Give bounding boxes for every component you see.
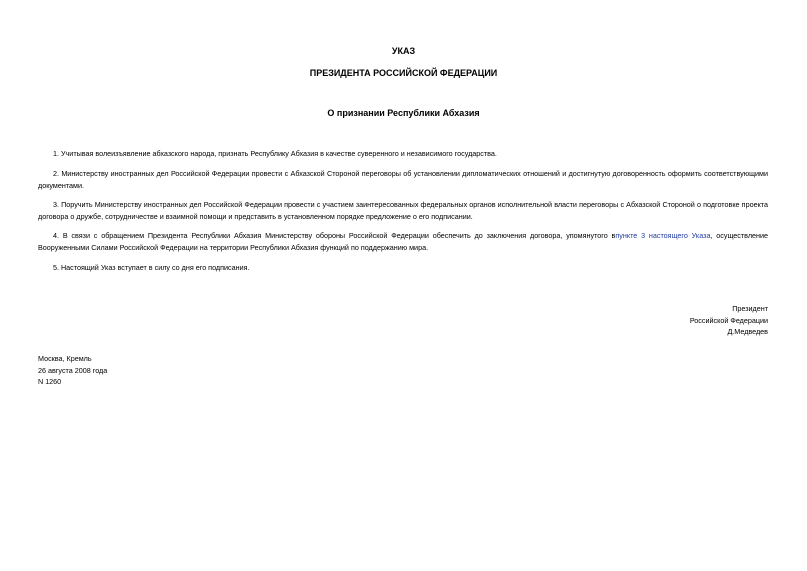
paragraph-2: 2. Министерству иностранных дел Российской Федерации провести с Абхазской Стороной переговоры об установлении дипломатических отношений и достигнутую договоренность оформить соответствующими документами.: [38, 169, 768, 190]
signature-block: [690, 303, 768, 338]
paragraph-3: 3. Поручить Министерству иностранных дел Российской Федерации провести с участием заинтересованных федеральных органов исполнительной власти переговоры с Абхазской Стороной о подготовке проекта договора о дружбе, сотрудничестве и взаимной помощи и представить в установленном порядке предложение о его подписании.: [38, 200, 768, 221]
paragraph-5: 5. Настоящий Указ вступает в силу со дня его подписания.: [53, 263, 250, 272]
place-location: Москва, Кремль: [38, 354, 92, 363]
paragraph-4: [38, 230, 768, 253]
paragraph-4-text-end: , осуществление Вооруженными Силами Российской Федерации на территории Республики Абхазия функций по поддержанию мира.: [38, 231, 768, 252]
paragraph-4-text-start: 4. В связи с обращением Президента Республики Абхазия Министерству обороны Российской Федерации обеспечить до заключения договора, упомянутого в: [53, 231, 616, 240]
paragraph-4-link[interactable]: пункте 3 настоящего Указа: [615, 231, 711, 240]
place-date-block: [38, 353, 107, 388]
paragraph-1: 1. Учитывая волеизъявление абхазского народа, признать Республику Абхазия в качестве суверенного и независимого государства.: [53, 149, 497, 158]
signature-title: Президент: [732, 304, 768, 313]
signature-name: Д.Медведев: [727, 327, 768, 336]
document-subject: О признании Республики Абхазия: [327, 108, 480, 118]
decree-number: N 1260: [38, 377, 62, 386]
document-title: УКАЗ: [391, 46, 416, 56]
place-date: 26 августа 2008 года: [38, 365, 108, 375]
document-issuer: ПРЕЗИДЕНТА РОССИЙСКОЙ ФЕДЕРАЦИИ: [309, 68, 498, 78]
signature-country: Российской Федерации: [689, 315, 768, 325]
